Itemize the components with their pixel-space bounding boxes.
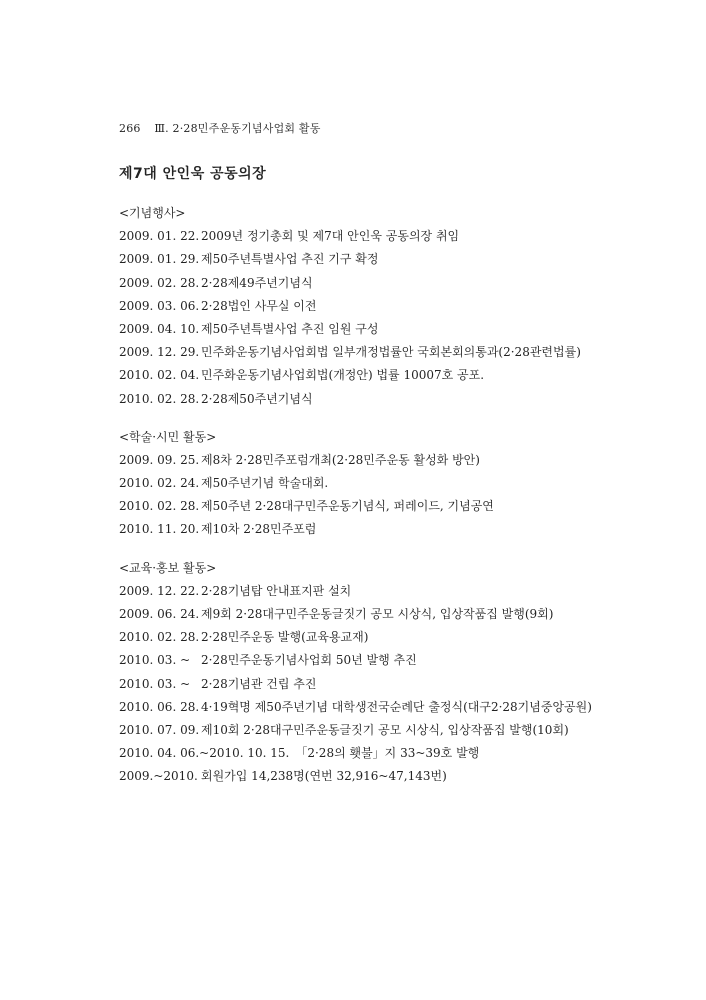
timeline-entry bbox=[119, 626, 619, 649]
timeline-entry bbox=[119, 472, 619, 495]
group-heading: <기념행사> bbox=[119, 206, 186, 220]
timeline-entry bbox=[119, 765, 619, 788]
entry-text: 민주화운동기념사업회법(개정안) 법률 10007호 공포. bbox=[201, 368, 485, 383]
entry-text: 제50주년특별사업 추진 임원 구성 bbox=[201, 321, 379, 336]
timeline-group bbox=[119, 557, 619, 789]
entry-text: 2·28제50주년기념식 bbox=[201, 391, 313, 406]
group-heading: <교육·홍보 활동> bbox=[119, 560, 217, 575]
timeline-entry bbox=[119, 364, 619, 387]
timeline-entry bbox=[119, 518, 619, 541]
timeline-group bbox=[119, 202, 619, 411]
entry-text: 「2·28의 횃불」지 33~39호 발행 bbox=[295, 746, 480, 761]
entry-text: 회원가입 14,238명(연번 32,916~47,143번) bbox=[201, 769, 447, 784]
timeline-entry bbox=[119, 272, 619, 295]
timeline-entry bbox=[119, 449, 619, 472]
entry-text: 민주화운동기념사업회법 일부개정법률안 국회본회의통과(2·28관련법률) bbox=[201, 345, 581, 360]
entry-date: 2009. 01. 29. bbox=[119, 252, 200, 267]
timeline-entry bbox=[119, 719, 619, 742]
timeline-entry bbox=[119, 649, 619, 672]
entry-text: 제9회 2·28대구민주운동글짓기 공모 시상식, 입상작품집 발행(9회) bbox=[201, 607, 554, 621]
entry-date: 2009. 04. 10. bbox=[119, 321, 200, 336]
timeline-entry bbox=[119, 495, 619, 518]
entry-text: 제10회 2·28대구민주운동글짓기 공모 시상식, 입상작품집 발행(10회) bbox=[201, 722, 569, 737]
timeline-entry bbox=[119, 673, 619, 696]
entry-text: 2·28민주운동 발행(교육용교재) bbox=[201, 630, 369, 645]
entry-date: 2009. 06. 24. bbox=[119, 607, 200, 621]
entry-date: 2010. 06. 28. bbox=[119, 699, 200, 714]
page-number: 266 bbox=[119, 122, 141, 135]
timeline-entry bbox=[119, 580, 619, 603]
entry-date: 2009. 09. 25. bbox=[119, 452, 200, 467]
timeline-entry bbox=[119, 388, 619, 411]
timeline-entry bbox=[119, 225, 619, 248]
timeline-entry bbox=[119, 295, 619, 318]
group-heading: <학술·시민 활동> bbox=[119, 429, 217, 444]
entry-text: 2·28제49주년기념식 bbox=[201, 275, 313, 290]
section-title: 제7대 안인욱 공동의장 bbox=[119, 166, 267, 182]
entry-text: 2·28기념관 건립 추진 bbox=[201, 676, 317, 691]
entry-date: 2010. 07. 09. bbox=[119, 722, 200, 737]
entry-date: 2009. 12. 22. bbox=[119, 583, 200, 598]
entry-text: 2·28민주운동기념사업회 50년 발행 추진 bbox=[201, 653, 417, 668]
chapter-title: Ⅲ. 2·28민주운동기념사업회 활동 bbox=[154, 122, 321, 135]
timeline-entry bbox=[119, 318, 619, 341]
timeline-group bbox=[119, 426, 619, 542]
entry-date: 2009. 01. 22. bbox=[119, 229, 200, 244]
entry-date: 2009. 02. 28. bbox=[119, 275, 200, 290]
entry-date: 2009. 03. 06. bbox=[119, 298, 200, 313]
entry-text: 2·28법인 사무실 이전 bbox=[201, 298, 317, 313]
entry-date: 2010. 02. 28. bbox=[119, 499, 200, 514]
entry-date: 2010. 02. 04. bbox=[119, 368, 200, 383]
entry-date: 2009.~2010. bbox=[119, 769, 198, 784]
entry-date: 2009. 12. 29. bbox=[119, 345, 200, 360]
entry-date: 2010. 03. ~ bbox=[119, 653, 191, 668]
entry-text: 제50주년 2·28대구민주운동기념식, 퍼레이드, 기념공연 bbox=[201, 499, 494, 514]
timeline-content bbox=[119, 202, 619, 804]
entry-date: 2010. 02. 28. bbox=[119, 391, 200, 406]
entry-text: 2009년 정기총회 및 제7대 안인욱 공동의장 취임 bbox=[201, 229, 460, 244]
timeline-entry bbox=[119, 341, 619, 364]
timeline-entry bbox=[119, 248, 619, 271]
entry-text: 4·19혁명 제50주년기념 대학생전국순례단 출정식(대구2·28기념중앙공원) bbox=[201, 699, 592, 714]
timeline-entry bbox=[119, 742, 619, 765]
entry-text: 제8차 2·28민주포럼개최(2·28민주운동 활성화 방안) bbox=[201, 452, 480, 467]
entry-text: 제50주년특별사업 추진 기구 확정 bbox=[201, 252, 379, 267]
timeline-entry bbox=[119, 603, 619, 626]
running-header bbox=[119, 120, 321, 136]
entry-text: 제50주년기념 학술대회. bbox=[201, 476, 329, 491]
entry-date: 2010. 02. 24. bbox=[119, 476, 200, 491]
entry-date: 2010. 02. 28. bbox=[119, 630, 200, 645]
entry-date: 2010. 04. 06.~2010. 10. 15. bbox=[119, 746, 290, 761]
entry-text: 2·28기념탑 안내표지판 설치 bbox=[201, 583, 352, 598]
entry-date: 2010. 11. 20. bbox=[119, 522, 200, 537]
entry-text: 제10차 2·28민주포럼 bbox=[201, 522, 317, 537]
entry-date: 2010. 03. ~ bbox=[119, 676, 191, 691]
timeline-entry bbox=[119, 696, 619, 719]
